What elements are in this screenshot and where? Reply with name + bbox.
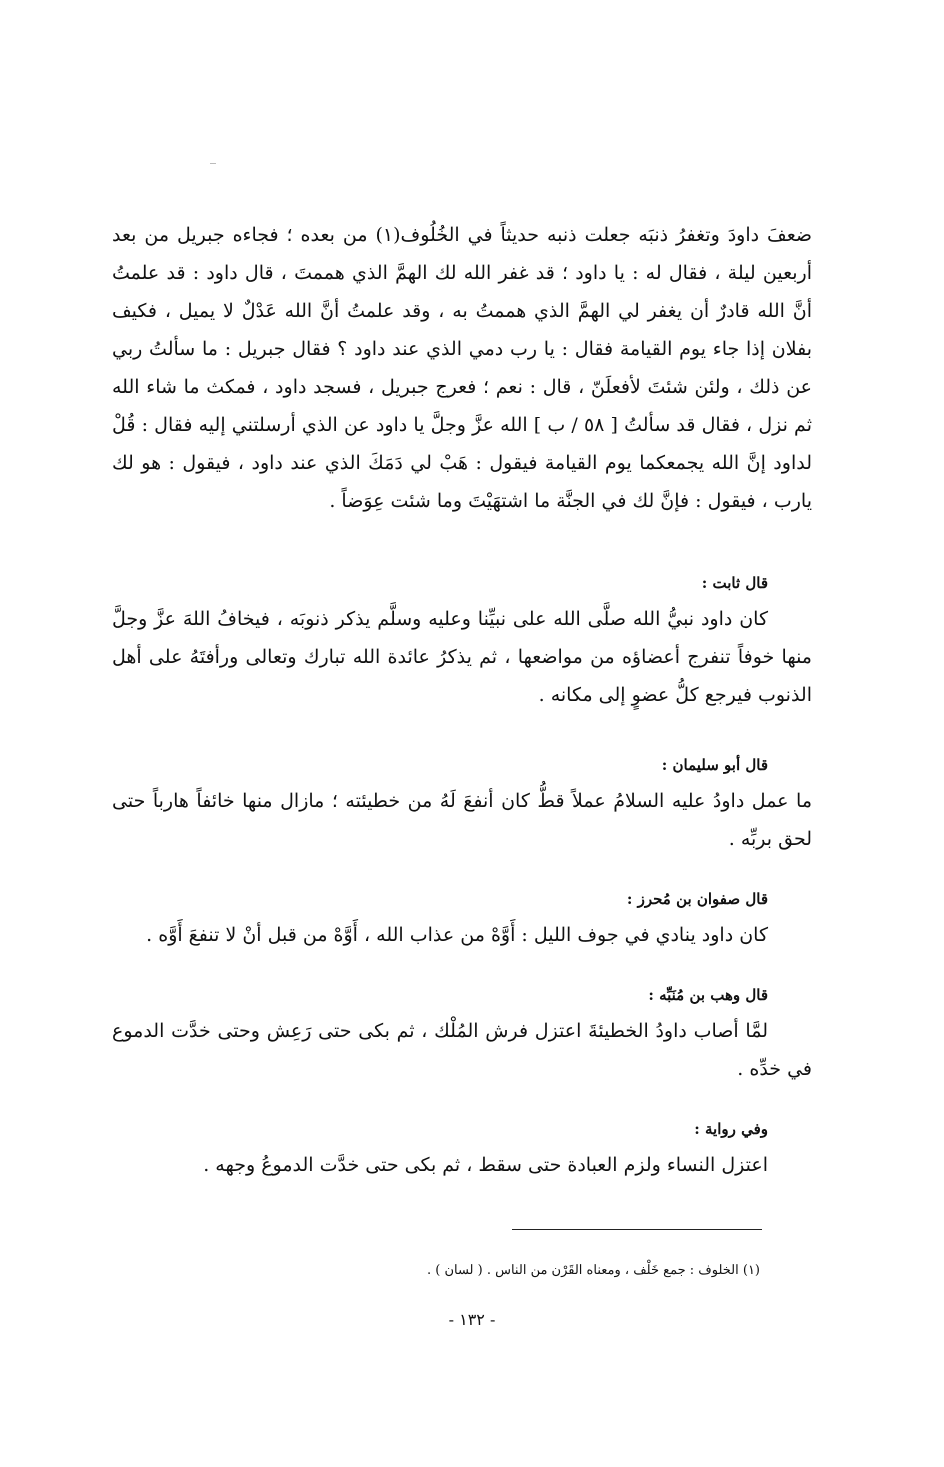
section-heading: قال ثابت : [701, 574, 768, 592]
section-heading: قال وهب بن مُنَبِّه : [648, 986, 768, 1004]
section-abu-sulayman [112, 754, 812, 858]
section-text: اعتزل النساء ولزم العبادة حتى سقط ، ثم بكى حتى خدَّت الدموعُ وجهه . [203, 1154, 768, 1176]
section-safwan [112, 888, 812, 954]
page-number: - ١٣٢ - [448, 1310, 496, 1329]
section-heading: قال أبو سليمان : [661, 756, 768, 774]
section-text: لمَّا أصاب داودُ الخطيئةَ اعتزل فرش المُلْك ، ثم بكى حتى رَعِش وحتى خدَّت الدموع في خدِّه . [112, 1020, 812, 1080]
section-riwaya [112, 1118, 812, 1184]
section-heading: قال صفوان بن مُحرز : [626, 890, 768, 908]
scan-mark [210, 163, 216, 164]
section-text: ما عمل داودُ عليه السلامُ عملاً قطُّ كان أنفعَ لَهُ من خطيئته ؛ مازال منها خائفاً هارباً حتى لحق بربِّه . [112, 790, 812, 850]
section-text: كان داود ينادي في جوف الليل : أَوَّهْ من عذاب الله ، أَوَّهْ من قبل أنْ لا تنفعَ أَوَّه . [146, 924, 768, 946]
main-paragraph: ضعفَ داودَ وتغفرُ ذنبَه جعلت ذنبه حديثاً في الخُلُوف(١) من بعده ؛ فجاءه جبريل من بعد أربعين ليلة ، فقال له : يا داود ؛ قد غفر الله لك الهمَّ الذي هممتَ ، قال داود : قد علمتُ أنَّ الله قادرٌ أن يغفر لي الهمَّ الذي هممتُ به ، وقد علمتُ أنَّ الله عَدْلٌ لا يميل ، فكيف بفلان إذا جاء يوم القيامة فقال : يا رب دمي الذي عند داود ؟ فقال جبريل : ما سألتُ ربي عن ذلك ، ولئن شئتَ لأفعلَنّ ، قال : نعم ؛ فعرج جبريل ، فسجد داود ، فمكث ما شاء الله ثم نزل ، فقال قد سألتُ [ ٥٨ / ب ] الله عزَّ وجلَّ يا داود عن الذي أرسلتني إليه فقال : قُلْ لداود إنَّ الله يجمعكما يوم القيامة فيقول : هَبْ لي دَمَكَ الذي عند داود ، فيقول : هو لك يارب ، فيقول : فإنَّ لك في الجنَّة ما اشتهَيْتَ وما شئت عِوَضاً . [112, 224, 812, 512]
footnote-divider [512, 1229, 762, 1230]
footnote: (١) الخلوف : جمع خَلْف ، ومعناه القَرْن من الناس . ( لسان ) . [426, 1263, 760, 1278]
section-wahb [112, 984, 812, 1088]
section-heading: وفي رواية : [694, 1120, 768, 1138]
section-text: كان داود نبيُّ الله صلَّى الله على نبيِّنا وعليه وسلَّم يذكر ذنوبَه ، فيخافُ اللهَ عزَّ وجلَّ منها خوفاً تنفرج أعضاؤه من مواضعها ، ثم يذكرُ عائدة الله تبارك وتعالى ورأفتَهُ على أهل الذنوب فيرجع كلُّ عضوٍ إلى مكانه . [112, 608, 812, 706]
section-thabit [112, 572, 812, 714]
